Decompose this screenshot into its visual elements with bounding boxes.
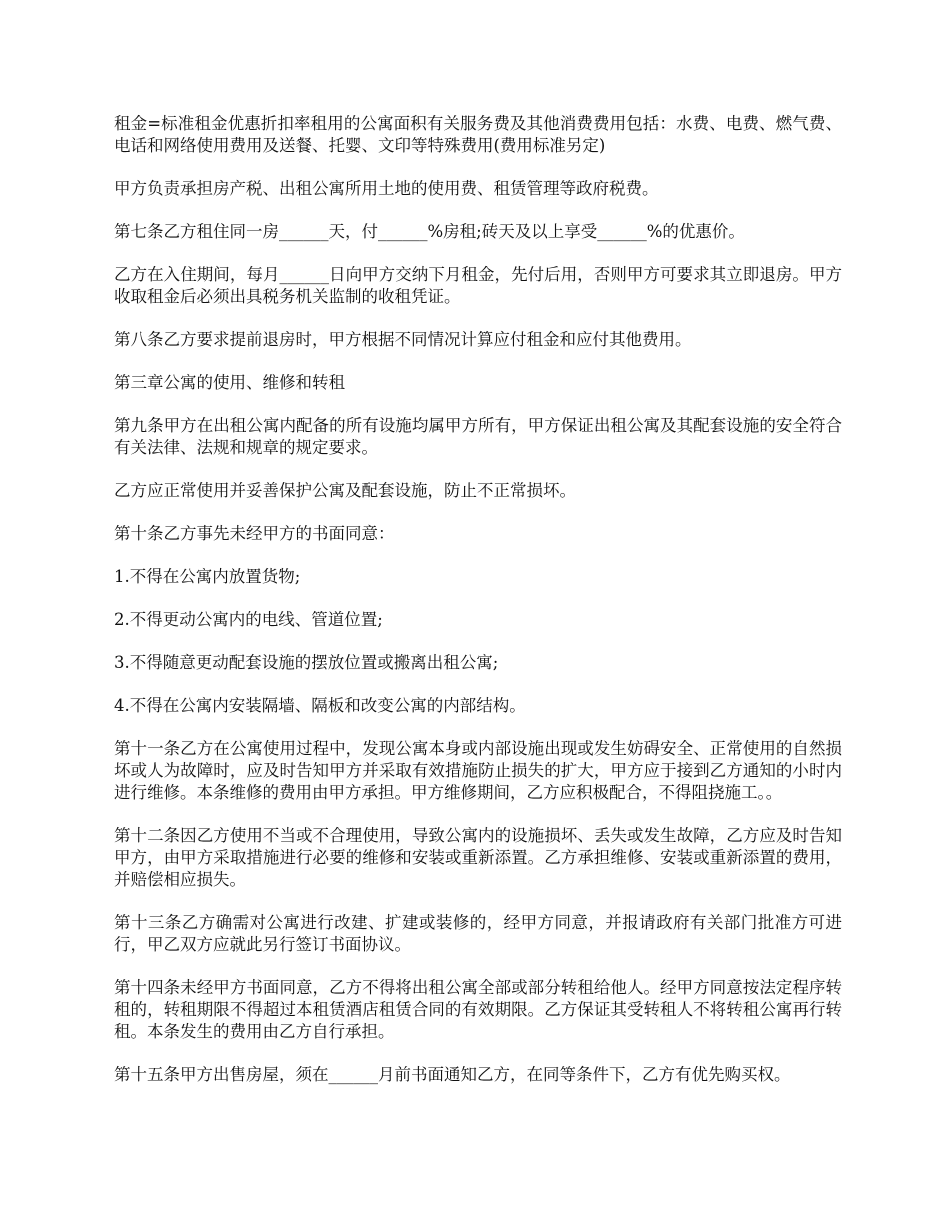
paragraph-article-14: 第十四条未经甲方书面同意，乙方不得将出租公寓全部或部分转租给他人。经甲方同意按法定程序转租的，转租期限不得超过本租赁酒店租赁合同的有效期限。乙方保证其受转租人不将转租公寓再行转租。本条发生的费用由乙方自行承担。: [114, 978, 842, 1041]
paragraph-article-7: 第七条乙方租住同一房______天，付______%房租;砖天及以上享受______%的优惠价。: [114, 222, 745, 241]
document-body: [114, 113, 842, 1107]
paragraph-article-8: 第八条乙方要求提前退房时，甲方根据不同情况计算应付租金和应付其他费用。: [114, 330, 692, 349]
paragraph-article-9: 第九条甲方在出租公寓内配备的所有设施均属甲方所有，甲方保证出租公寓及其配套设施的安全符合有关法律、法规和规章的规定要求。: [114, 416, 842, 457]
paragraph-taxes: 甲方负责承担房产税、出租公寓所用土地的使用费、租赁管理等政府税费。: [114, 179, 659, 198]
paragraph-article-15: 第十五条甲方出售房屋，须在______月前书面通知乙方，在同等条件下，乙方有优先购买权。: [114, 1065, 791, 1084]
list-item-3: 3.不得随意更动配套设施的摆放位置或搬离出租公寓;: [114, 653, 499, 672]
chapter-heading-3: 第三章公寓的使用、维修和转租: [114, 373, 345, 392]
list-item-4: 4.不得在公寓内安装隔墙、隔板和改变公寓的内部结构。: [114, 696, 526, 715]
paragraph-article-12: 第十二条因乙方使用不当或不合理使用，导致公寓内的设施损坏、丢失或发生故障，乙方应及时告知甲方，由甲方采取措施进行必要的维修和安装或重新添置。乙方承担维修、安装或重新添置的费用，并赔偿相应损失。: [114, 826, 842, 889]
paragraph-article-11: 第十一条乙方在公寓使用过程中，发现公寓本身或内部设施出现或发生妨碍安全、正常使用的自然损坏或人为故障时，应及时告知甲方并采取有效措施防止损失的扩大，甲方应于接到乙方通知的小时内进行维修。本条维修的费用由甲方承担。甲方维修期间，乙方应积极配合，不得阻挠施工。。: [114, 739, 842, 802]
list-item-2: 2.不得更动公寓内的电线、管道位置;: [114, 610, 383, 629]
paragraph-article-10: 第十条乙方事先未经甲方的书面同意：: [114, 524, 395, 543]
list-item-1: 1.不得在公寓内放置货物;: [114, 567, 301, 586]
paragraph-rent-definition: 租金=标准租金优惠折扣率租用的公寓面积有关服务费及其他消费费用包括：水费、电费、燃气费、电话和网络使用费用及送餐、托婴、文印等特殊费用(费用标准另定): [114, 114, 842, 155]
paragraph-proper-use: 乙方应正常使用并妥善保护公寓及配套设施，防止不正常损坏。: [114, 481, 576, 500]
paragraph-article-13: 第十三条乙方确需对公寓进行改建、扩建或装修的，经甲方同意，并报请政府有关部门批准方可进行，甲乙双方应就此另行签订书面协议。: [114, 913, 842, 954]
paragraph-monthly-payment: 乙方在入住期间，每月______日向甲方交纳下月租金，先付后用，否则甲方可要求其立即退房。甲方收取租金后必须出具税务机关监制的收租凭证。: [114, 265, 842, 306]
